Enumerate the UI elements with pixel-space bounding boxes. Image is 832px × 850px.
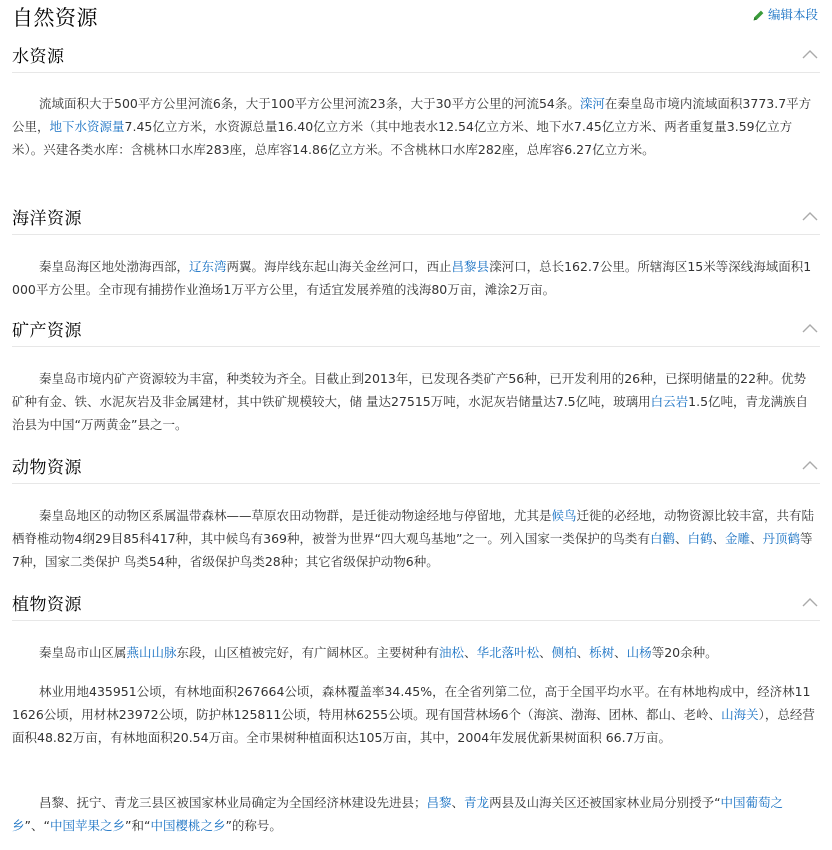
section-title: 海洋资源 bbox=[12, 209, 82, 229]
pencil-icon bbox=[752, 9, 765, 22]
edit-section-link[interactable] bbox=[752, 6, 818, 24]
paragraph: 昌黎、抚宁、青龙三县区被国家林业局确定为全国经济林建设先进县；昌黎、青龙两县及山海关区还被国家林业局分别授予“中国葡萄之乡”、“中国苹果之乡”和“中国樱桃之乡”的称号。 bbox=[12, 795, 784, 833]
section-header-plant bbox=[12, 592, 820, 621]
section-header-ocean bbox=[12, 206, 820, 235]
link-red-crowned-crane[interactable]: 丹顶鹤 bbox=[762, 531, 801, 546]
paragraph: 林业用地435951公顷，有林地面积267664公顷，森林覆盖率34.45%，在全省列第二位，高于全国平均水平。在有林地构成中，经济林111626公顷，用材林23972公顷，防护林125811公顷，特用林6255公顷。现有国营林场6个（海滨、渤海、团林、都山、老岭、山海关），总经营面积48.82万亩，有林地面积20.54万亩。全市果树种植面积达105万亩，其中，2004年发展优新果树面积 66.7万亩。 bbox=[12, 684, 815, 745]
page-title: 自然资源 bbox=[12, 6, 98, 30]
section-header-animal bbox=[12, 455, 820, 484]
link-yanshan-mountains[interactable]: 燕山山脉 bbox=[126, 645, 177, 660]
link-chinese-pine[interactable]: 油松 bbox=[439, 645, 465, 660]
edit-section-label: 编辑本段 bbox=[767, 7, 818, 22]
link-golden-eagle[interactable]: 金雕 bbox=[725, 531, 751, 546]
paragraph: 秦皇岛海区地处渤海西部，辽东湾两翼。海岸线东起山海关金丝河口，西止昌黎县滦河口，总长162.7公里。所辖海区15米等深线海域面积1000平方公里。全市现有捕捞作业渔场1万平方公里，有适宜发展养殖的浅海80万亩，滩涂2万亩。 bbox=[12, 259, 812, 297]
link-luan-river[interactable]: 滦河 bbox=[579, 96, 605, 111]
chevron-up-icon[interactable] bbox=[802, 322, 818, 334]
chevron-up-icon[interactable] bbox=[802, 596, 818, 608]
link-groundwater[interactable]: 地下水资源量 bbox=[49, 119, 125, 134]
chevron-up-icon[interactable] bbox=[802, 210, 818, 222]
link-white-stork[interactable]: 白鹳 bbox=[649, 531, 675, 546]
link-grape-hometown[interactable]: 中国葡萄之乡 bbox=[12, 795, 784, 833]
link-arborvitae[interactable]: 侧柏 bbox=[551, 645, 577, 660]
link-changli[interactable]: 昌黎 bbox=[426, 795, 452, 810]
section-title: 动物资源 bbox=[12, 458, 82, 478]
paragraph: 秦皇岛地区的动物区系属温带森林——草原农田动物群，是迁徙动物途经地与停留地，尤其是候鸟迁徙的必经地，动物资源比较丰富，共有陆栖脊椎动物4纲29目85科417种，其中候鸟有369种，被誉为世界“四大观鸟基地”之一。列入国家一类保护的鸟类有白鹳、白鹤、金雕、丹顶鹤等7种，国家二类保护 鸟类54种，省级保护鸟类28种；其它省级保护动物6种。 bbox=[12, 508, 815, 569]
section-title: 矿产资源 bbox=[12, 321, 82, 341]
chevron-up-icon[interactable] bbox=[802, 459, 818, 471]
link-white-crane[interactable]: 白鹤 bbox=[687, 531, 713, 546]
section-header-water bbox=[12, 44, 820, 73]
paragraph: 秦皇岛市境内矿产资源较为丰富，种类较为齐全。目截止到2013年，已发现各类矿产56种，已开发利用的26种，已探明储量的22种。优势矿种有金、铁、水泥灰岩及非金属建材，其中铁矿规模较大，储 量达27515万吨，水泥灰岩储量达7.5亿吨，玻璃用白云岩1.5亿吨，青龙满族自治县为中国“万两黄金”县之一。 bbox=[12, 371, 809, 432]
link-apple-hometown[interactable]: 中国苹果之乡 bbox=[49, 818, 125, 833]
section-title: 水资源 bbox=[12, 47, 65, 67]
link-changli-county[interactable]: 昌黎县 bbox=[451, 259, 490, 274]
section-title: 植物资源 bbox=[12, 595, 82, 615]
link-larch[interactable]: 华北落叶松 bbox=[476, 645, 540, 660]
link-migratory-birds[interactable]: 候鸟 bbox=[551, 508, 577, 523]
link-qinglong[interactable]: 青龙 bbox=[464, 795, 490, 810]
link-liaodong-bay[interactable]: 辽东湾 bbox=[189, 259, 227, 274]
link-shanhaiguan[interactable]: 山海关 bbox=[721, 707, 759, 722]
chevron-up-icon[interactable] bbox=[802, 48, 818, 60]
link-dolomite[interactable]: 白云岩 bbox=[650, 394, 689, 409]
link-oak[interactable]: 栎树 bbox=[589, 645, 615, 660]
link-cherry-hometown[interactable]: 中国樱桃之乡 bbox=[150, 818, 226, 833]
paragraph: 流域面积大于500平方公里河流6条，大于100平方公里河流23条，大于30平方公里的河流54条。滦河在秦皇岛市境内流域面积3773.7平方公里，地下水资源量7.45亿立方米，水资源总量16.40亿立方米（其中地表水12.54亿立方米、地下水7.45亿立方米、两者重复量3.59亿立方米）。兴建各类水库：含桃林口水库283座，总库容14.86亿立方米。不含桃林口水库282座，总库容6.27亿立方米。 bbox=[12, 96, 812, 157]
section-header-mineral bbox=[12, 318, 820, 347]
link-poplar[interactable]: 山杨 bbox=[626, 645, 652, 660]
paragraph: 秦皇岛市山区属燕山山脉东段，山区植被完好，有广阔林区。主要树种有油松、华北落叶松、侧柏、栎树、山杨等20余种。 bbox=[39, 645, 718, 660]
